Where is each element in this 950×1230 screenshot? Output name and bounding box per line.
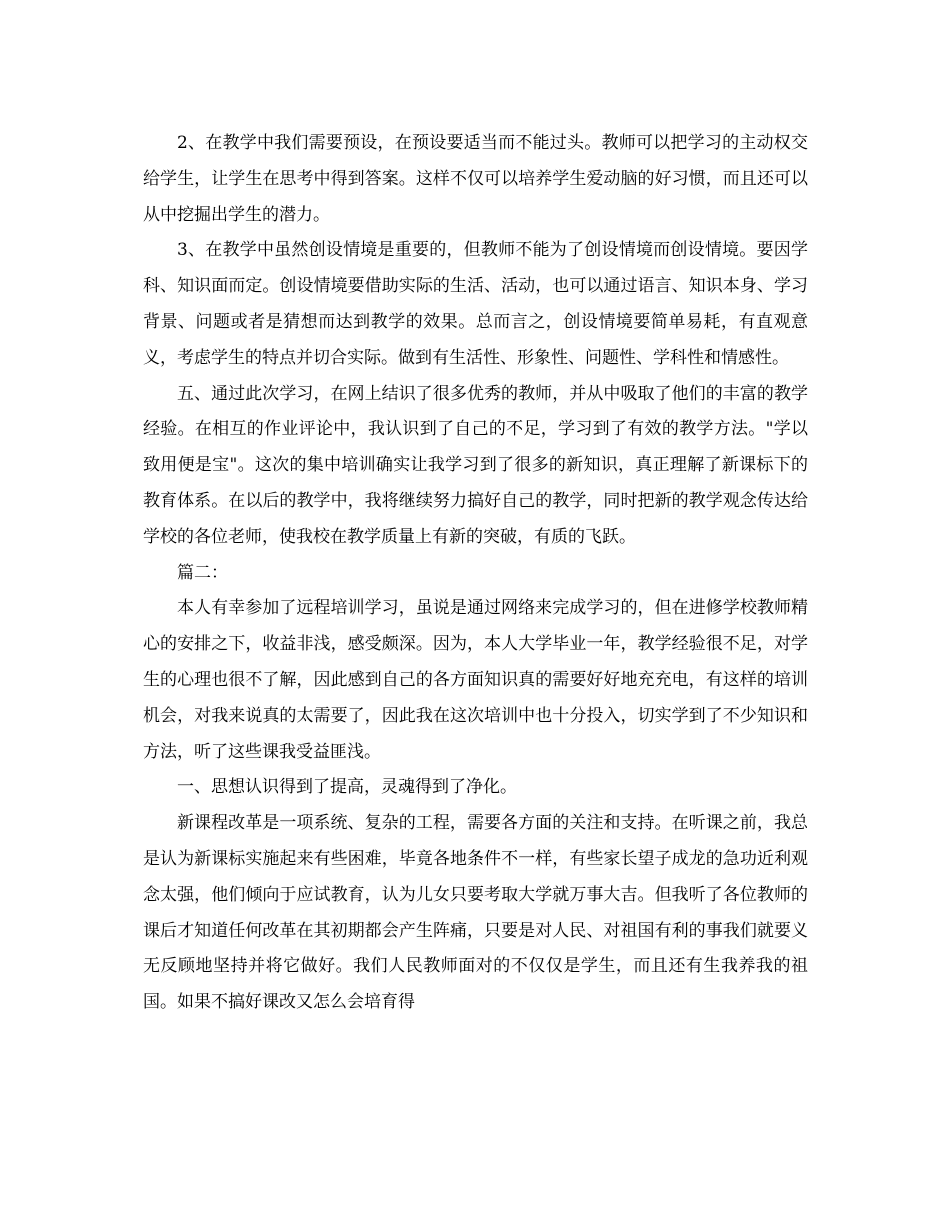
subheading-thinking: 一、思想认识得到了提高，灵魂得到了净化。 (177, 777, 517, 798)
section-heading-part-two: 篇二： (177, 562, 228, 583)
paragraph-curriculum-reform: 新课程改革是一项系统、复杂的工程，需要各方面的关注和支持。在听课之前，我总是认为新课标实施起来有些困难，毕竟各地条件不一样，有些家长望子成龙的急功近利观念太强，他们倾向于应试教育，认为儿女只要考取大学就万事大吉。但我听了各位教师的课后才知道任何改革在其初期都会产生阵痛，只要是对人民、对祖国有利的事我们就要义无反顾地坚持并将它做好。我们人民教师面对的不仅仅是学生，而且还有生我养我的祖国。如果不搞好课改又怎么会培育得 (143, 813, 808, 1013)
paragraph-preset: 2、在教学中我们需要预设，在预设要适当而不能过头。教师可以把学习的主动权交给学生，让学生在思考中得到答案。这样不仅可以培养学生爱动脑的好习惯，而且还可以从中挖掘出学生的潜力。 (143, 133, 808, 225)
document-body (143, 126, 808, 1021)
paragraph-study-summary: 五、通过此次学习，在网上结识了很多优秀的教师，并从中吸取了他们的丰富的教学经验。在相互的作业评论中，我认识到了自己的不足，学习到了有效的教学方法。"学以致用便是宝"。这次的集中培训确实让我学习到了很多的新知识，真正理解了新课标下的教育体系。在以后的教学中，我将继续努力搞好自己的教学，同时把新的教学观念传达给学校的各位老师，使我校在教学质量上有新的突破，有质的飞跃。 (143, 383, 808, 547)
paragraph-situation: 3、在教学中虽然创设情境是重要的，但教师不能为了创设情境而创设情境。要因学科、知识面而定。创设情境要借助实际的生活、活动，也可以通过语言、知识本身、学习背景、问题或者是猜想而达到教学的效果。总而言之，创设情境要简单易耗，有直观意义，考虑学生的特点并切合实际。做到有生活性、形象性、问题性、学科性和情感性。 (143, 240, 808, 368)
paragraph-training-intro: 本人有幸参加了远程培训学习，虽说是通过网络来完成学习的，但在进修学校教师精心的安排之下，收益非浅，感受颇深。因为，本人大学毕业一年，教学经验很不足，对学生的心理也很不了解，因此感到自己的各方面知识真的需要好好地充充电，有这样的培训机会，对我来说真的太需要了，因此我在这次培训中也十分投入，切实学到了不少知识和方法，听了这些课我受益匪浅。 (143, 598, 808, 762)
